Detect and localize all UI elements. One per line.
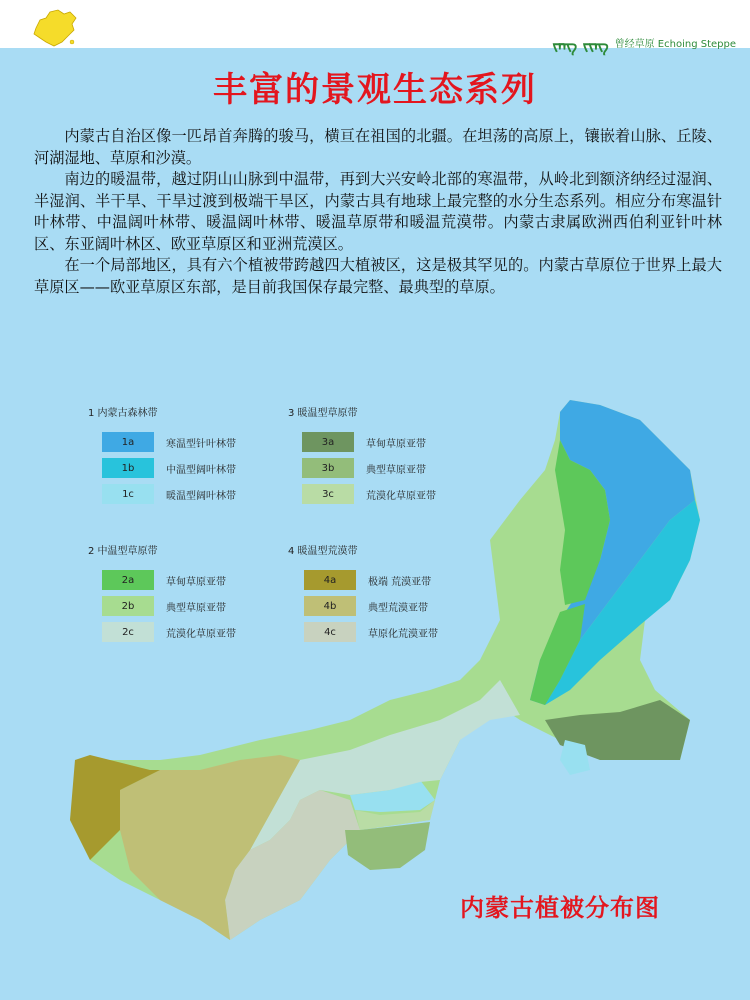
legend-swatch xyxy=(302,458,354,478)
legend-swatch xyxy=(102,458,154,478)
mongolian-script-mark: ᠵᠡᠩ ᠵᠢᠩ xyxy=(552,36,609,55)
legend-code: 2c xyxy=(122,626,134,638)
legend-row xyxy=(88,567,236,593)
legend-row xyxy=(88,455,236,481)
legend-row xyxy=(88,429,236,455)
legend-code: 3b xyxy=(321,462,335,474)
legend-label: 草甸草原亚带 xyxy=(366,438,426,450)
legend-row xyxy=(288,593,438,619)
legend-label: 草原化荒漠亚带 xyxy=(368,628,438,640)
legend-label: 暖温型阔叶林带 xyxy=(166,490,236,502)
legend-forest xyxy=(88,404,236,507)
legend-swatch xyxy=(102,622,154,642)
legend-code: 1a xyxy=(121,436,135,448)
legend-swatch xyxy=(102,570,154,590)
legend-row xyxy=(88,593,236,619)
legend-code: 4a xyxy=(323,574,337,586)
legend-heading: 3 暖温型草原带 xyxy=(288,408,358,419)
legend-swatch xyxy=(102,484,154,504)
legend-label: 典型荒漠亚带 xyxy=(368,602,428,614)
legend-swatch xyxy=(302,484,354,504)
legend-code: 4c xyxy=(324,626,336,638)
legend-label: 典型草原亚带 xyxy=(366,464,426,476)
legend-warm-desert xyxy=(288,542,438,645)
legend-row xyxy=(288,429,436,455)
legend-warm-steppe xyxy=(288,404,436,507)
intro-paragraph-1: 内蒙古自治区像一匹昂首奔腾的骏马，横亘在祖国的北疆。在坦荡的高原上，镶嵌着山脉、丘陵、河湖湿地、草原和沙漠。 xyxy=(34,127,722,167)
legend-row xyxy=(288,567,438,593)
legend-code: 3c xyxy=(322,488,334,500)
legend-swatch xyxy=(102,432,154,452)
legend-row xyxy=(88,481,236,507)
legend-swatch xyxy=(304,570,356,590)
legend-swatch xyxy=(304,596,356,616)
legend-swatch xyxy=(302,432,354,452)
legend-code: 4b xyxy=(323,600,337,612)
legend-heading: 4 暖温型荒漠带 xyxy=(288,546,358,557)
intro-text xyxy=(34,126,722,298)
legend-code: 1c xyxy=(122,488,134,500)
brand xyxy=(552,28,736,56)
legend-mid-steppe xyxy=(88,542,236,645)
legend-code: 2b xyxy=(121,600,135,612)
legend-label: 中温型阔叶林带 xyxy=(166,464,236,476)
intro-paragraph-2: 南边的暖温带，越过阴山山脉到中温带，再到大兴安岭北部的寒温带，从岭北到额济纳经过湿润、半湿润、半干旱、干旱过渡到极端干旱区，内蒙古具有地球上最完整的水分生态系列。相应分布寒温针叶林带、中温阔叶林带、暖温阔叶林带、暖温草原带和暖温荒漠带。内蒙古隶属欧洲西伯利亚针叶林区、东亚阔叶林区、欧亚草原区和亚洲荒漠区。 xyxy=(34,170,722,253)
legend-label: 草甸草原亚带 xyxy=(166,576,226,588)
map-title: 内蒙古植被分布图 xyxy=(460,894,660,922)
legend-label: 寒温型针叶林带 xyxy=(166,438,236,450)
legend-label: 极端 荒漠亚带 xyxy=(368,576,432,588)
legend-row xyxy=(88,619,236,645)
china-map-icon xyxy=(30,8,80,48)
legend-label: 典型草原亚带 xyxy=(166,602,226,614)
legend-row xyxy=(288,619,438,645)
legend-label: 荒漠化草原亚带 xyxy=(366,490,436,502)
legend-label: 荒漠化草原亚带 xyxy=(166,628,236,640)
legend-heading: 1 内蒙古森林带 xyxy=(88,408,158,419)
legend-code: 3a xyxy=(321,436,335,448)
legend-heading: 2 中温型草原带 xyxy=(88,546,158,557)
legend-code: 2a xyxy=(121,574,135,586)
legend-row xyxy=(288,481,436,507)
legend-code: 1b xyxy=(121,462,135,474)
legend-row xyxy=(288,455,436,481)
brand-text: 曾经草原 Echoing Steppe xyxy=(614,38,736,50)
legend-swatch xyxy=(102,596,154,616)
top-bar xyxy=(0,0,750,55)
page-title: 丰富的景观生态系列 xyxy=(213,70,537,110)
legend-swatch xyxy=(304,622,356,642)
intro-paragraph-3: 在一个局部地区，具有六个植被带跨越四大植被区，这是极其罕见的。内蒙古草原位于世界上最大草原区——欧亚草原区东部，是目前我国保存最完整、最典型的草原。 xyxy=(34,256,722,296)
